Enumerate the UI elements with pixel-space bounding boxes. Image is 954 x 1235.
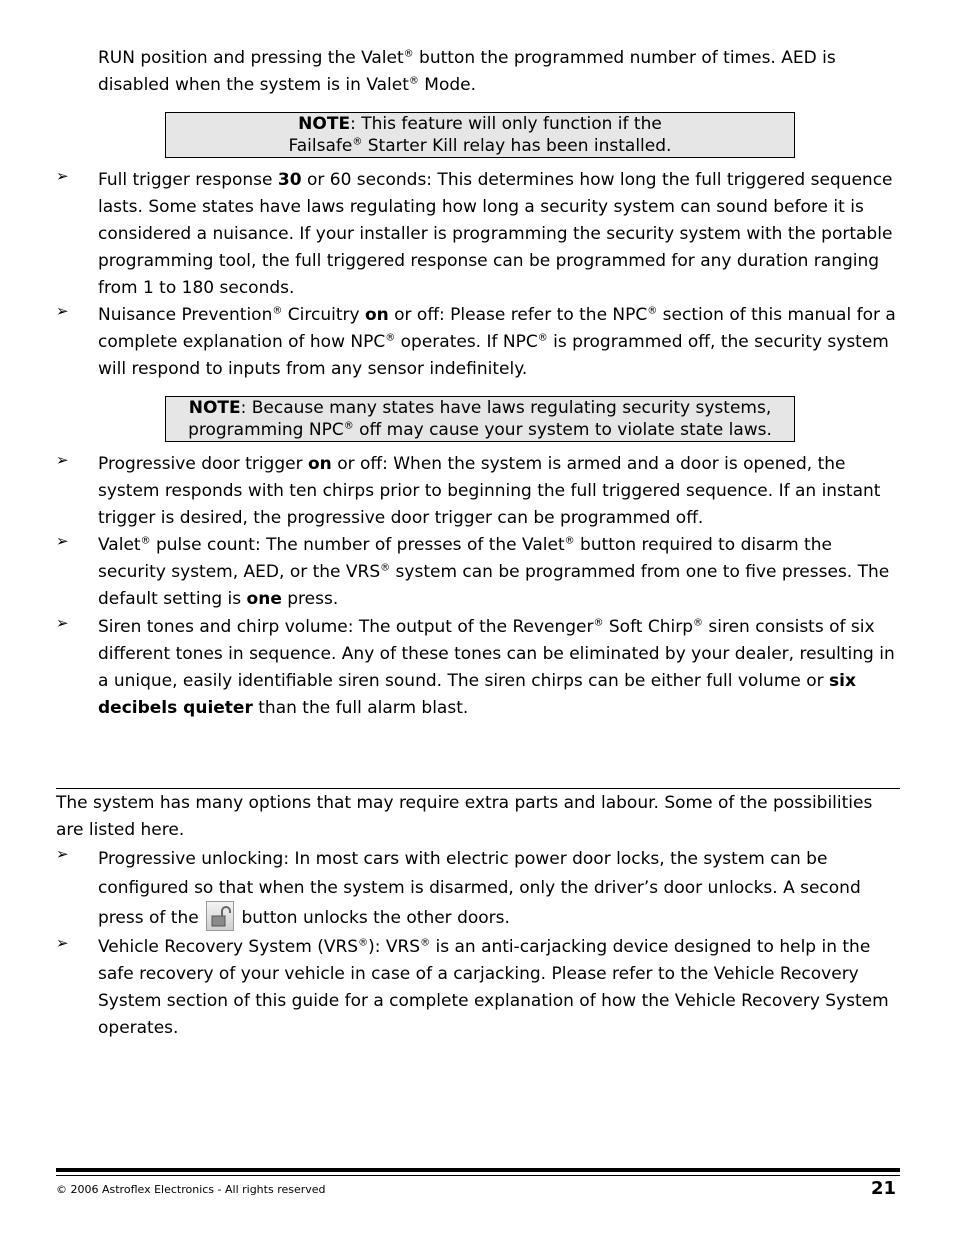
- unlock-button-icon: [206, 901, 234, 931]
- text: Vehicle Recovery System (VRS: [98, 937, 359, 957]
- note-text: programming NPC: [188, 420, 344, 440]
- reg-mark: ®: [272, 305, 283, 317]
- note-text: : This feature will only function if the: [350, 114, 662, 134]
- footer-rule-thick: [56, 1168, 900, 1172]
- reg-mark: ®: [385, 332, 396, 344]
- arrow-bullet-icon: ➢: [56, 532, 69, 550]
- text: siren consists of six different tones in sequence. Any of these tones can be eliminated by your dealer, resulting in a unique, easily identifiable siren sound. The siren chirps can be either full volume or: [98, 617, 895, 691]
- text: is programmed off, the security system will respond to inputs from any sensor indefinitely.: [98, 332, 889, 379]
- intro-text: disabled when the system is in Valet: [98, 75, 409, 95]
- text: Full trigger response: [98, 170, 278, 190]
- text: Siren tones and chirp volume: The output of the Revenger: [98, 617, 594, 637]
- reg-mark: ®: [380, 562, 391, 574]
- arrow-bullet-icon: ➢: [56, 302, 69, 320]
- intro-text: button the programmed number of times. AED is: [413, 48, 836, 68]
- arrow-bullet-icon: ➢: [56, 845, 69, 863]
- list-item-text: [98, 302, 898, 383]
- intro-text: Mode.: [418, 75, 477, 95]
- reg-mark: ®: [647, 305, 658, 317]
- list-item-text: [98, 451, 898, 532]
- note-label: NOTE: [298, 114, 351, 134]
- page-number: 21: [870, 1178, 896, 1199]
- list-item-text: [98, 614, 898, 722]
- intro-paragraph: [98, 45, 898, 99]
- reg-mark: ®: [692, 617, 703, 629]
- text: pulse count: The number of presses of the Valet: [150, 535, 565, 555]
- text: section of this manual for a complete explanation of how NPC: [98, 305, 896, 352]
- text: Soft Chirp: [603, 617, 693, 637]
- text: Valet: [98, 535, 141, 555]
- default-value: 30: [277, 170, 302, 190]
- note-box-npc: [165, 396, 795, 442]
- footer-copyright: © 2006 Astroflex Electronics - All rights reserved: [56, 1183, 326, 1196]
- note-label: NOTE: [188, 398, 241, 418]
- text: Nuisance Prevention: [98, 305, 273, 325]
- arrow-bullet-icon: ➢: [56, 451, 69, 469]
- intro-text: RUN position and pressing the Valet: [98, 48, 404, 68]
- text: Progressive unlocking: In most cars with electric power door locks, the system can be configured so that when the system is disarmed, only the driver’s door unlocks. A second press of the: [98, 849, 861, 928]
- default-value: on: [308, 454, 332, 474]
- reg-mark: ®: [343, 420, 354, 432]
- default-value: six decibels quieter: [98, 671, 856, 718]
- arrow-bullet-icon: ➢: [56, 167, 69, 185]
- arrow-bullet-icon: ➢: [56, 934, 69, 952]
- text: button unlocks the other doors.: [236, 908, 510, 928]
- text: press.: [281, 589, 339, 609]
- reg-mark: ®: [420, 937, 431, 949]
- note-text: Failsafe: [288, 136, 353, 156]
- text: or off: When the system is armed and a door is opened, the system responds with ten chirps prior to beginning the full triggered sequence. If an instant trigger is desired, the progressive door trigger can be programmed off.: [98, 454, 881, 528]
- note-text: off may cause your system to violate state laws.: [353, 420, 772, 440]
- reg-mark: ®: [408, 75, 419, 87]
- note-box-failsafe: [165, 112, 795, 158]
- text: Progressive door trigger: [98, 454, 308, 474]
- section-divider: [56, 788, 900, 789]
- text: operates. If NPC: [395, 332, 538, 352]
- text: button required to disarm the security system, AED, or the VRS: [98, 535, 832, 582]
- text: Circuitry: [282, 305, 365, 325]
- text: is an anti-carjacking device designed to help in the safe recovery of your vehicle in case of a carjacking. Please refer to the Vehicle Recovery System section of this guide for a complete explanation of how the Vehicle Recovery System operates.: [98, 937, 889, 1038]
- default-value: one: [246, 589, 282, 609]
- footer-rule-thin: [56, 1175, 900, 1176]
- text: or 60 seconds: This determines how long the full triggered sequence lasts. Some states have laws regulating how long a security system can sound before it is considered a nuisance. If your installer is programming the security system with the portable programming tool, the full triggered response can be programmed for any duration ranging from 1 to 180 seconds.: [98, 170, 893, 298]
- reg-mark: ®: [358, 937, 369, 949]
- text: ): VRS: [368, 937, 421, 957]
- reg-mark: ®: [537, 332, 548, 344]
- list-item-text: [98, 845, 898, 933]
- default-value: on: [364, 305, 389, 325]
- list-item-text: [98, 167, 898, 302]
- text: system can be programmed from one to five presses. The default setting is: [98, 562, 890, 609]
- text: or off: Please refer to the NPC: [388, 305, 648, 325]
- reg-mark: ®: [593, 617, 604, 629]
- reg-mark: ®: [403, 48, 414, 60]
- note-text: Starter Kill relay has been installed.: [362, 136, 672, 156]
- list-item-text: [98, 532, 898, 613]
- note-text: : Because many states have laws regulating security systems,: [240, 398, 772, 418]
- reg-mark: ®: [564, 535, 575, 547]
- options-intro: The system has many options that may require extra parts and labour. Some of the possibilities are listed here.: [56, 793, 873, 840]
- reg-mark: ®: [140, 535, 151, 547]
- arrow-bullet-icon: ➢: [56, 614, 69, 632]
- list-item-text: [98, 934, 898, 1042]
- reg-mark: ®: [352, 136, 363, 148]
- text: than the full alarm blast.: [252, 698, 469, 718]
